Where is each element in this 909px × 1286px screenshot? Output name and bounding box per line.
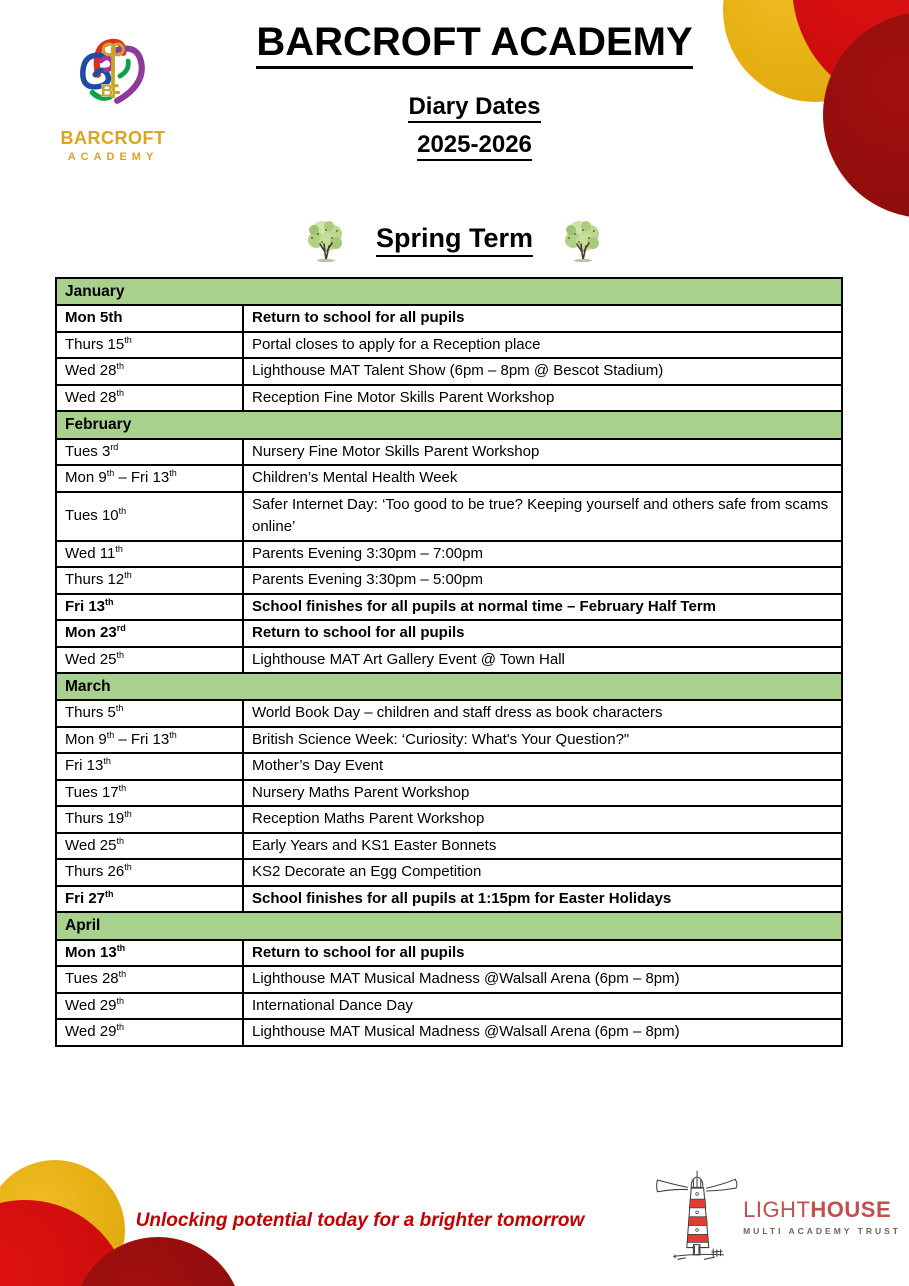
month-header-row	[56, 278, 842, 305]
event-date: Mon 9th – Fri 13th	[56, 465, 243, 492]
table-row	[56, 439, 842, 466]
trust-tagline: Unlocking potential today for a brighter tomorrow	[135, 1210, 585, 1231]
event-date: Tues 3rd	[56, 439, 243, 466]
event-description: Early Years and KS1 Easter Bonnets	[243, 833, 842, 860]
event-date: Mon 5th	[56, 305, 243, 332]
table-row	[56, 700, 842, 727]
event-description: Lighthouse MAT Musical Madness @Walsall Arena (6pm – 8pm)	[243, 1019, 842, 1046]
table-row	[56, 727, 842, 754]
tree-icon	[559, 216, 607, 264]
table-row	[56, 780, 842, 807]
event-date: Tues 17th	[56, 780, 243, 807]
logo-school-subname: ACADEMY	[67, 151, 159, 163]
event-date: Mon 9th – Fri 13th	[56, 727, 243, 754]
event-description: Lighthouse MAT Talent Show (6pm – 8pm @ Bescot Stadium)	[243, 358, 842, 385]
table-row	[56, 753, 842, 780]
diary-table	[55, 277, 843, 1047]
table-row	[56, 940, 842, 967]
subtitle-years: 2025-2026	[417, 131, 532, 161]
trust-name	[743, 1197, 901, 1223]
subtitle-diary-dates: Diary Dates	[408, 93, 540, 123]
event-description: School finishes for all pupils at normal time – February Half Term	[243, 594, 842, 621]
event-description: World Book Day – children and staff dress as book characters	[243, 700, 842, 727]
table-row	[56, 833, 842, 860]
event-date: Wed 29th	[56, 1019, 243, 1046]
event-description: Return to school for all pupils	[243, 305, 842, 332]
event-date: Thurs 5th	[56, 700, 243, 727]
event-date: Wed 11th	[56, 541, 243, 568]
month-name: April	[56, 912, 842, 939]
event-description: KS2 Decorate an Egg Competition	[243, 859, 842, 886]
table-row	[56, 305, 842, 332]
month-name: January	[56, 278, 842, 305]
table-row	[56, 966, 842, 993]
event-description: Children’s Mental Health Week	[243, 465, 842, 492]
table-row	[56, 647, 842, 674]
table-row	[56, 541, 842, 568]
table-row	[56, 332, 842, 359]
table-row	[56, 492, 842, 541]
table-row	[56, 806, 842, 833]
event-description: Reception Maths Parent Workshop	[243, 806, 842, 833]
event-description: Lighthouse MAT Musical Madness @Walsall Arena (6pm – 8pm)	[243, 966, 842, 993]
event-date: Thurs 12th	[56, 567, 243, 594]
svg-text:B: B	[100, 80, 114, 101]
event-date: Tues 10th	[56, 492, 243, 541]
event-description: Mother’s Day Event	[243, 753, 842, 780]
event-description: Parents Evening 3:30pm – 5:00pm	[243, 567, 842, 594]
event-date: Fri 13th	[56, 594, 243, 621]
event-date: Mon 23rd	[56, 620, 243, 647]
table-row	[56, 859, 842, 886]
event-date: Thurs 19th	[56, 806, 243, 833]
table-row	[56, 465, 842, 492]
table-row	[56, 385, 842, 412]
event-description: Return to school for all pupils	[243, 620, 842, 647]
lighthouse-icon	[653, 1152, 741, 1280]
event-description: British Science Week: ‘Curiosity: What's Your Question?"	[243, 727, 842, 754]
event-description: Nursery Maths Parent Workshop	[243, 780, 842, 807]
event-date: Wed 28th	[56, 358, 243, 385]
logo-school-name: BARCROFT	[60, 128, 166, 148]
event-date: Thurs 26th	[56, 859, 243, 886]
table-row	[56, 358, 842, 385]
event-description: Safer Internet Day: ‘Too good to be true? Keeping yourself and others safe from scams online’	[243, 492, 842, 541]
month-header-row	[56, 912, 842, 939]
trust-name-light: LIGHT	[743, 1196, 811, 1222]
event-description: Portal closes to apply for a Reception place	[243, 332, 842, 359]
event-date: Wed 28th	[56, 385, 243, 412]
event-date: Thurs 15th	[56, 332, 243, 359]
event-description: Lighthouse MAT Art Gallery Event @ Town Hall	[243, 647, 842, 674]
event-date: Wed 25th	[56, 647, 243, 674]
term-heading	[0, 216, 909, 264]
table-row	[56, 567, 842, 594]
month-header-row	[56, 411, 842, 438]
event-date: Mon 13th	[56, 940, 243, 967]
event-description: School finishes for all pupils at 1:15pm for Easter Holidays	[243, 886, 842, 913]
event-date: Wed 29th	[56, 993, 243, 1020]
event-date: Fri 27th	[56, 886, 243, 913]
table-row	[56, 1019, 842, 1046]
table-row	[56, 620, 842, 647]
month-name: February	[56, 411, 842, 438]
month-name: March	[56, 673, 842, 700]
event-date: Wed 25th	[56, 833, 243, 860]
event-description: Reception Fine Motor Skills Parent Workshop	[243, 385, 842, 412]
trust-name-house: HOUSE	[810, 1196, 892, 1222]
event-date: Fri 13th	[56, 753, 243, 780]
event-description: Return to school for all pupils	[243, 940, 842, 967]
month-header-row	[56, 673, 842, 700]
table-row	[56, 886, 842, 913]
event-description: Nursery Fine Motor Skills Parent Workshop	[243, 439, 842, 466]
tree-icon	[302, 216, 350, 264]
trust-subtitle: MULTI ACADEMY TRUST	[743, 1225, 901, 1236]
lighthouse-mat-logo	[653, 1150, 901, 1282]
event-description: Parents Evening 3:30pm – 7:00pm	[243, 541, 842, 568]
page-title: BARCROFT ACADEMY	[256, 20, 692, 69]
event-date: Tues 28th	[56, 966, 243, 993]
term-title: Spring Term	[376, 223, 533, 257]
event-description: International Dance Day	[243, 993, 842, 1020]
table-row	[56, 993, 842, 1020]
table-row	[56, 594, 842, 621]
